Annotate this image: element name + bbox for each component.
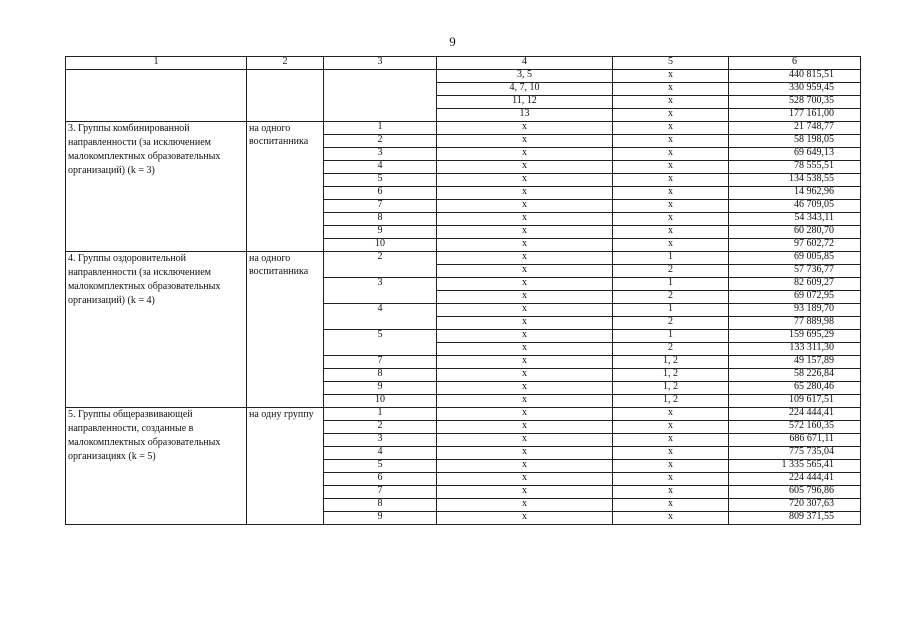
cell-col5: х bbox=[613, 447, 729, 460]
description-line: 5. Группы общеразвивающей bbox=[68, 409, 193, 420]
cell-col4: х bbox=[437, 447, 613, 460]
cell-col4: х bbox=[437, 239, 613, 252]
cell-col4: х bbox=[437, 382, 613, 395]
group-unit bbox=[247, 408, 324, 525]
cell-col6: 69 072,95 bbox=[729, 291, 861, 304]
header-cell-4: 4 bbox=[437, 57, 613, 70]
cell-col5: х bbox=[613, 499, 729, 512]
header-row bbox=[66, 57, 861, 70]
unit-line: на одного bbox=[249, 253, 291, 264]
cell-col3: 6 bbox=[324, 473, 437, 486]
cell-col4: х bbox=[437, 395, 613, 408]
cell-col4: 3, 5 bbox=[437, 70, 613, 83]
cell-col6: 440 815,51 bbox=[729, 70, 861, 83]
cell-col6: 77 889,98 bbox=[729, 317, 861, 330]
cell-col6: 809 371,55 bbox=[729, 512, 861, 525]
cell-col6: 109 617,51 bbox=[729, 395, 861, 408]
cell-col4: х bbox=[437, 421, 613, 434]
cell-col5: х bbox=[613, 135, 729, 148]
table-row bbox=[66, 252, 861, 265]
header-cell-5: 5 bbox=[613, 57, 729, 70]
cell-col6: 572 160,35 bbox=[729, 421, 861, 434]
cell-col5: х bbox=[613, 512, 729, 525]
table-row bbox=[66, 122, 861, 135]
cell-col3: 3 bbox=[324, 278, 437, 304]
cell-col4: х bbox=[437, 174, 613, 187]
cell-col6: 54 343,11 bbox=[729, 213, 861, 226]
cell-col6: 159 695,29 bbox=[729, 330, 861, 343]
cell-col3: 2 bbox=[324, 252, 437, 278]
group-unit bbox=[247, 122, 324, 252]
cell-col5: х bbox=[613, 109, 729, 122]
cell-col3: 2 bbox=[324, 135, 437, 148]
cell-col4: х bbox=[437, 486, 613, 499]
cell-col4: х bbox=[437, 330, 613, 343]
cell-col3: 3 bbox=[324, 148, 437, 161]
cell-col4: х bbox=[437, 343, 613, 356]
cell-col3: 9 bbox=[324, 382, 437, 395]
cell-col3: 9 bbox=[324, 512, 437, 525]
cell-col4: 4, 7, 10 bbox=[437, 83, 613, 96]
group-unit bbox=[247, 252, 324, 408]
cell-col4: х bbox=[437, 213, 613, 226]
cell-col5: х bbox=[613, 486, 729, 499]
cell-col5: х bbox=[613, 421, 729, 434]
cont-cell-1 bbox=[66, 70, 247, 122]
cell-col6: 49 157,89 bbox=[729, 356, 861, 369]
table-row bbox=[66, 408, 861, 421]
cell-col4: х bbox=[437, 187, 613, 200]
header-cell-6: 6 bbox=[729, 57, 861, 70]
cell-col5: 1 bbox=[613, 278, 729, 291]
cell-col5: 1, 2 bbox=[613, 382, 729, 395]
page-number: 9 bbox=[449, 34, 456, 49]
cell-col5: х bbox=[613, 96, 729, 109]
cell-col5: 1, 2 bbox=[613, 356, 729, 369]
cell-col3: 3 bbox=[324, 434, 437, 447]
cell-col4: 13 bbox=[437, 109, 613, 122]
cell-col6: 133 311,30 bbox=[729, 343, 861, 356]
group-description bbox=[66, 122, 247, 252]
cell-col5: 2 bbox=[613, 343, 729, 356]
cell-col5: х bbox=[613, 187, 729, 200]
description-line: направленности (за исключением bbox=[68, 137, 211, 148]
cell-col5: 2 bbox=[613, 317, 729, 330]
cell-col4: х bbox=[437, 122, 613, 135]
cell-col4: х bbox=[437, 356, 613, 369]
unit-line: на одного bbox=[249, 123, 291, 134]
cell-col5: х bbox=[613, 408, 729, 421]
cell-col4: х bbox=[437, 148, 613, 161]
cell-col4: х bbox=[437, 265, 613, 278]
data-table bbox=[65, 56, 861, 525]
cell-col5: х bbox=[613, 70, 729, 83]
table-body bbox=[66, 57, 861, 525]
cell-col4: х bbox=[437, 408, 613, 421]
cell-col3: 9 bbox=[324, 226, 437, 239]
cell-col6: 97 602,72 bbox=[729, 239, 861, 252]
cell-col4: х bbox=[437, 226, 613, 239]
cell-col3: 5 bbox=[324, 460, 437, 473]
cell-col3: 7 bbox=[324, 200, 437, 213]
cell-col6: 58 226,84 bbox=[729, 369, 861, 382]
cell-col5: х bbox=[613, 460, 729, 473]
description-line: малокомплектных образовательных bbox=[68, 281, 221, 292]
cell-col6: 686 671,11 bbox=[729, 434, 861, 447]
cell-col3: 2 bbox=[324, 421, 437, 434]
cell-col4: х bbox=[437, 369, 613, 382]
cell-col4: х bbox=[437, 512, 613, 525]
cell-col4: х bbox=[437, 252, 613, 265]
description-line: малокомплектных образовательных bbox=[68, 437, 221, 448]
group-description bbox=[66, 252, 247, 408]
cell-col6: 775 735,04 bbox=[729, 447, 861, 460]
cell-col5: 1 bbox=[613, 252, 729, 265]
cell-col3: 8 bbox=[324, 369, 437, 382]
cell-col6: 57 736,77 bbox=[729, 265, 861, 278]
cell-col6: 78 555,51 bbox=[729, 161, 861, 174]
cell-col3: 6 bbox=[324, 187, 437, 200]
cell-col5: 2 bbox=[613, 291, 729, 304]
description-line: организаций) (k = 3) bbox=[68, 165, 155, 176]
cell-col6: 134 538,55 bbox=[729, 174, 861, 187]
cell-col6: 69 649,13 bbox=[729, 148, 861, 161]
cell-col5: х bbox=[613, 174, 729, 187]
cell-col4: х bbox=[437, 499, 613, 512]
description-line: 3. Группы комбинированной bbox=[68, 123, 190, 134]
header-cell-2: 2 bbox=[247, 57, 324, 70]
cell-col5: 1, 2 bbox=[613, 395, 729, 408]
description-line: направленности, созданные в bbox=[68, 423, 194, 434]
cell-col6: 224 444,41 bbox=[729, 473, 861, 486]
cell-col5: 2 bbox=[613, 265, 729, 278]
cell-col5: х bbox=[613, 122, 729, 135]
description-line: организаций) (k = 4) bbox=[68, 295, 155, 306]
cell-col5: 1 bbox=[613, 304, 729, 317]
cell-col6: 21 748,77 bbox=[729, 122, 861, 135]
header-cell-1: 1 bbox=[66, 57, 247, 70]
cell-col6: 224 444,41 bbox=[729, 408, 861, 421]
cell-col4: х bbox=[437, 317, 613, 330]
cell-col6: 65 280,46 bbox=[729, 382, 861, 395]
group-description bbox=[66, 408, 247, 525]
unit-line: на одну группу bbox=[249, 409, 314, 420]
header-cell-3: 3 bbox=[324, 57, 437, 70]
cell-col6: 58 198,05 bbox=[729, 135, 861, 148]
description-line: направленности (за исключением bbox=[68, 267, 211, 278]
cell-col4: х bbox=[437, 304, 613, 317]
cell-col5: х bbox=[613, 213, 729, 226]
cell-col5: х bbox=[613, 200, 729, 213]
cell-col5: х bbox=[613, 434, 729, 447]
cell-col5: х bbox=[613, 161, 729, 174]
cell-col3: 8 bbox=[324, 213, 437, 226]
cell-col6: 14 962,96 bbox=[729, 187, 861, 200]
description-line: 4. Группы оздоровительной bbox=[68, 253, 186, 264]
cell-col6: 60 280,70 bbox=[729, 226, 861, 239]
cell-col5: х bbox=[613, 473, 729, 486]
cell-col4: х bbox=[437, 434, 613, 447]
cell-col6: 605 796,86 bbox=[729, 486, 861, 499]
cont-cell-3 bbox=[324, 70, 437, 122]
cell-col5: х bbox=[613, 226, 729, 239]
cell-col4: х bbox=[437, 460, 613, 473]
cell-col6: 177 161,00 bbox=[729, 109, 861, 122]
cell-col6: 82 609,27 bbox=[729, 278, 861, 291]
cell-col6: 330 959,45 bbox=[729, 83, 861, 96]
cell-col5: х bbox=[613, 83, 729, 96]
cell-col3: 4 bbox=[324, 447, 437, 460]
cell-col4: х bbox=[437, 473, 613, 486]
cell-col4: х bbox=[437, 200, 613, 213]
cell-col4: 11, 12 bbox=[437, 96, 613, 109]
cell-col4: х bbox=[437, 291, 613, 304]
unit-line: воспитанника bbox=[249, 136, 309, 147]
cell-col3: 4 bbox=[324, 304, 437, 330]
cell-col4: х bbox=[437, 135, 613, 148]
cell-col4: х bbox=[437, 278, 613, 291]
cell-col3: 8 bbox=[324, 499, 437, 512]
cell-col3: 5 bbox=[324, 330, 437, 356]
cell-col6: 93 189,70 bbox=[729, 304, 861, 317]
cell-col6: 69 005,85 bbox=[729, 252, 861, 265]
description-line: малокомплектных образовательных bbox=[68, 151, 221, 162]
cell-col6: 1 335 565,41 bbox=[729, 460, 861, 473]
cell-col6: 528 700,35 bbox=[729, 96, 861, 109]
cell-col3: 7 bbox=[324, 356, 437, 369]
cell-col5: 1, 2 bbox=[613, 369, 729, 382]
cell-col3: 1 bbox=[324, 122, 437, 135]
cont-cell-2 bbox=[247, 70, 324, 122]
cell-col5: 1 bbox=[613, 330, 729, 343]
cell-col4: х bbox=[437, 161, 613, 174]
cell-col3: 5 bbox=[324, 174, 437, 187]
cell-col3: 1 bbox=[324, 408, 437, 421]
description-line: организациях (k = 5) bbox=[68, 451, 156, 462]
cell-col5: х bbox=[613, 148, 729, 161]
cell-col3: 10 bbox=[324, 395, 437, 408]
cell-col6: 46 709,05 bbox=[729, 200, 861, 213]
cell-col3: 10 bbox=[324, 239, 437, 252]
cell-col6: 720 307,63 bbox=[729, 499, 861, 512]
table-row bbox=[66, 70, 861, 83]
cell-col5: х bbox=[613, 239, 729, 252]
cell-col3: 4 bbox=[324, 161, 437, 174]
cell-col3: 7 bbox=[324, 486, 437, 499]
unit-line: воспитанника bbox=[249, 266, 309, 277]
